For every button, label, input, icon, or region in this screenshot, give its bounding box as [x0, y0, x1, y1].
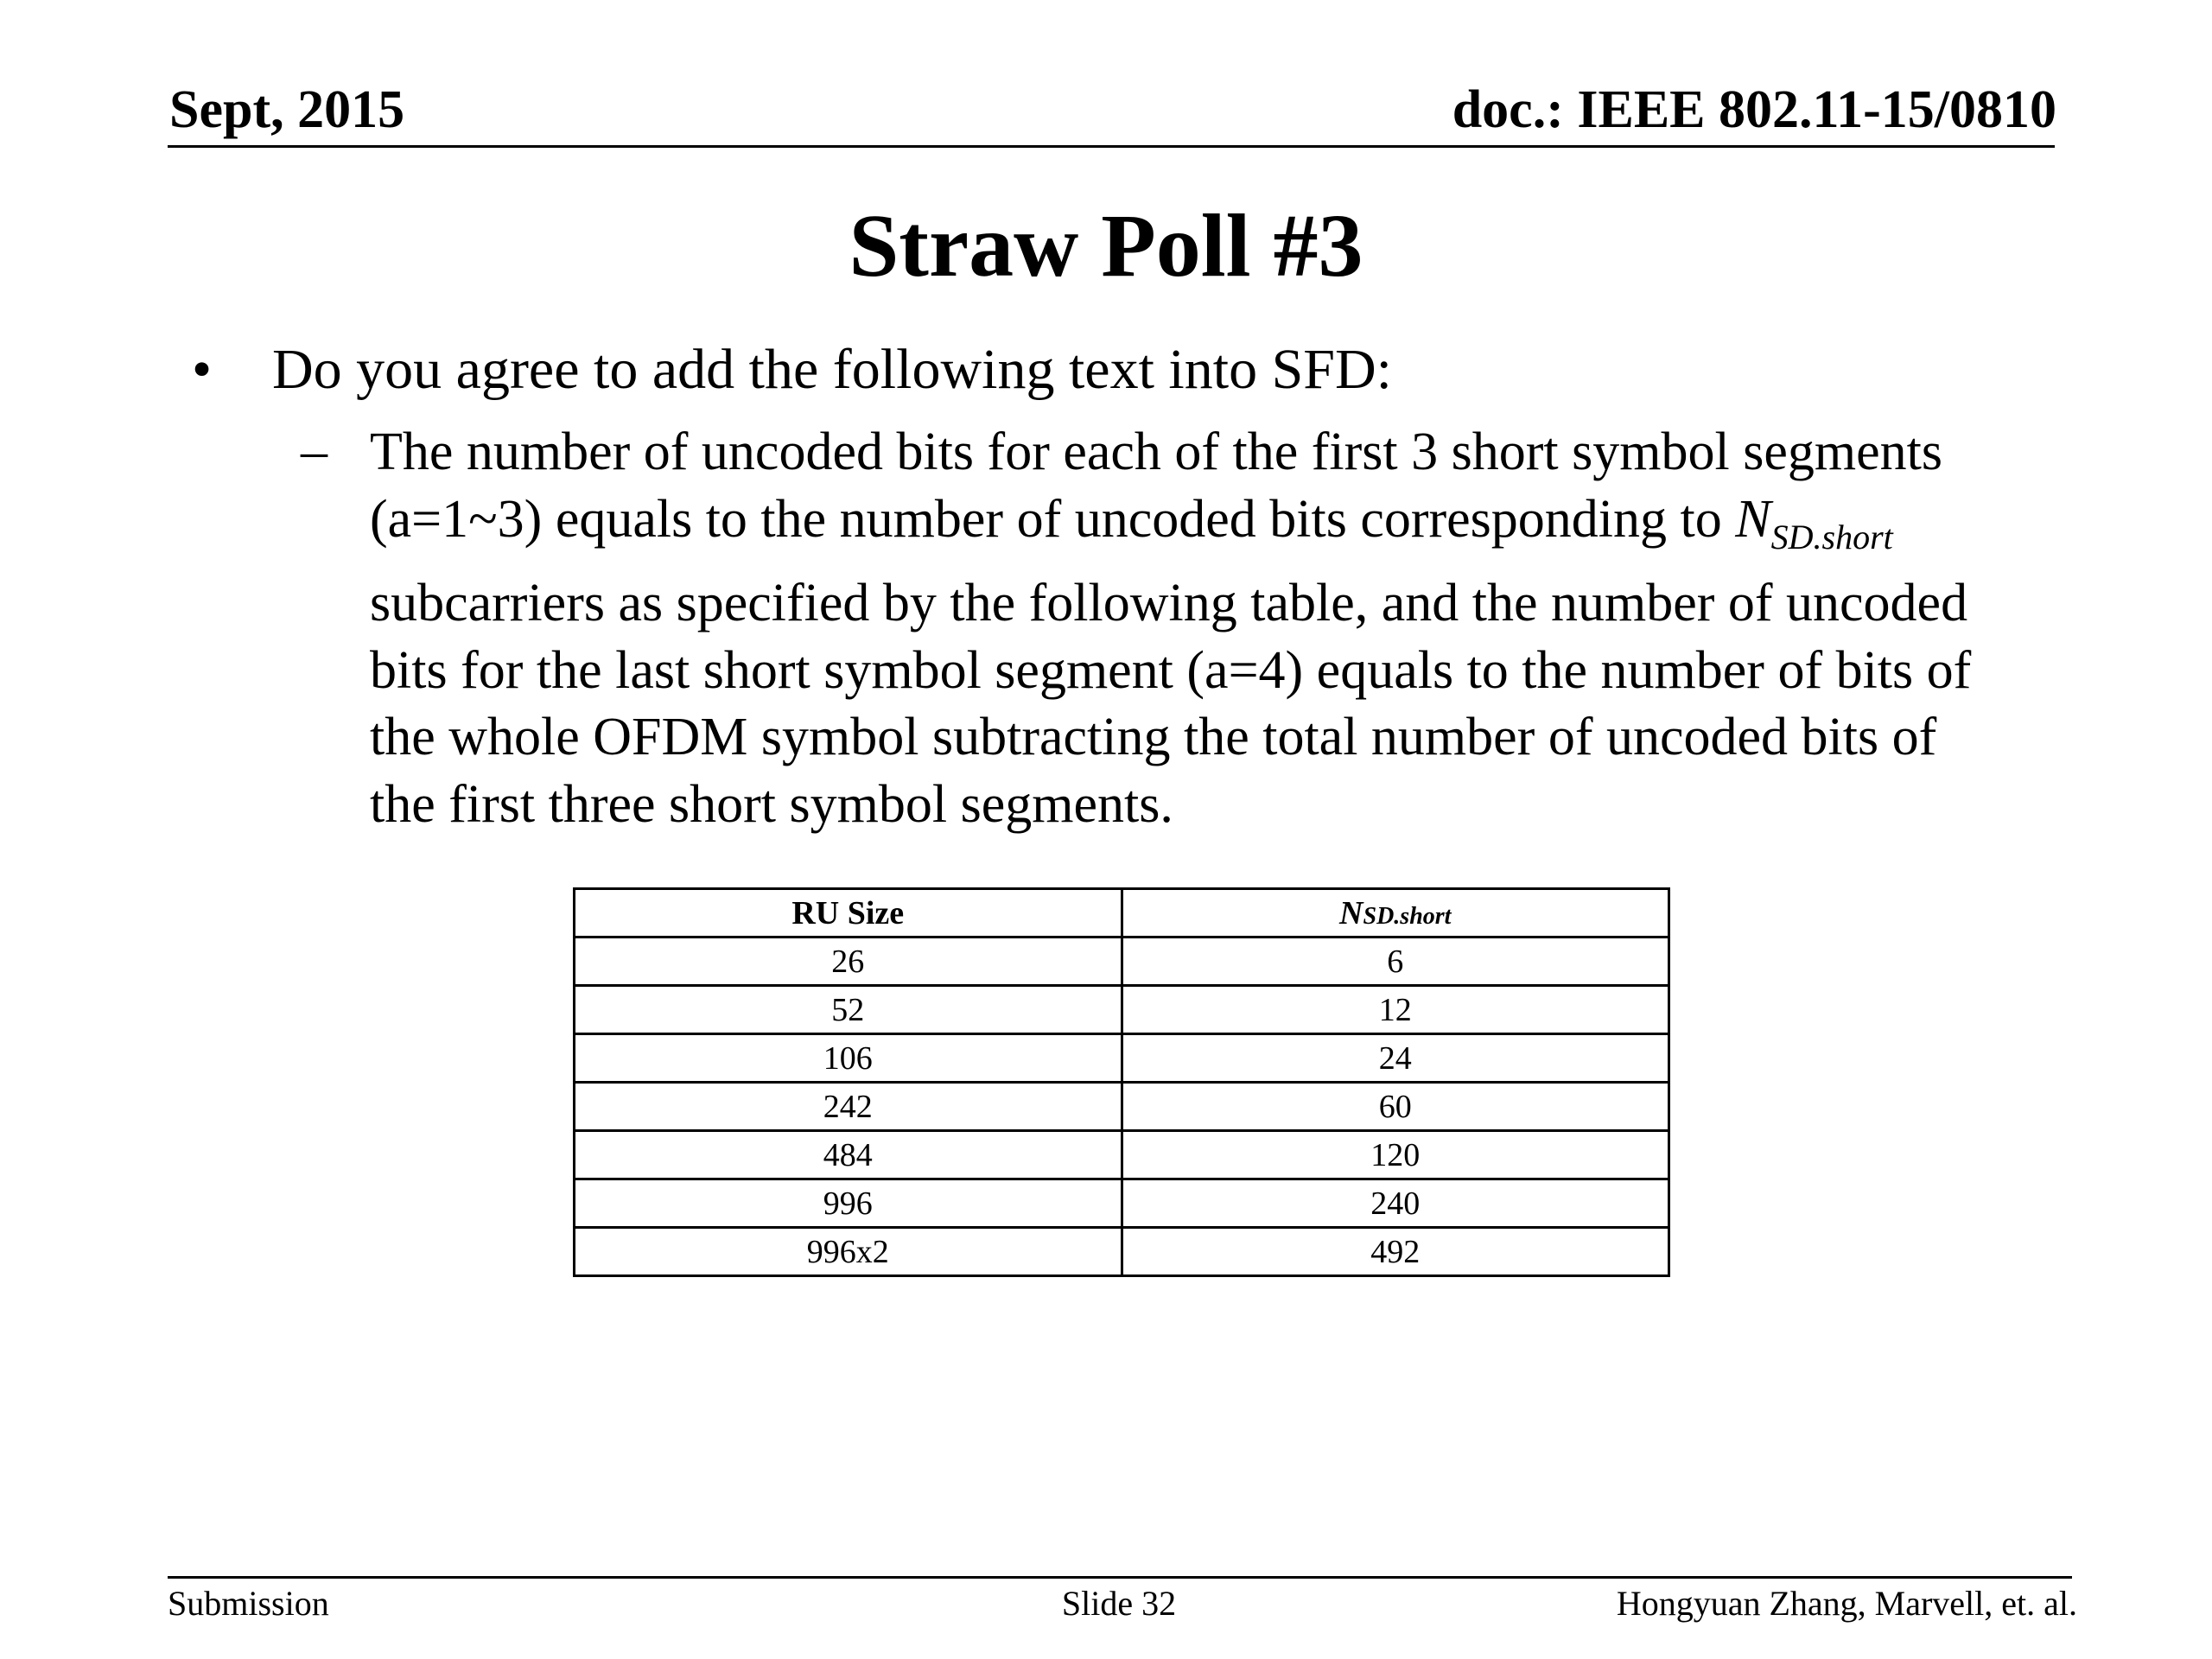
footer-slide-number: Slide 32: [1061, 1584, 1177, 1623]
sub-line-1: The number of uncoded bits for each of the first 3 short symbol segments: [370, 423, 1942, 481]
slide-title: Straw Poll #3: [849, 196, 1363, 296]
header-nsd-short: NSD.short: [1122, 889, 1669, 938]
cell-nsd-short: 12: [1122, 986, 1669, 1034]
table-row: [575, 986, 1669, 1034]
footer-submission: Submission: [168, 1584, 329, 1623]
nsd-short-symbol: $N_{SD.short}$: [1735, 489, 1893, 556]
cell-ru-size: 996x2: [575, 1228, 1122, 1276]
cell-ru-size: 52: [575, 986, 1122, 1034]
cell-ru-size: 26: [575, 938, 1122, 986]
table-row: [575, 1034, 1669, 1083]
cell-ru-size: 484: [575, 1131, 1122, 1179]
cell-nsd-short: 240: [1122, 1179, 1669, 1228]
sub-line-3: subcarriers as specified by the following table, and the number of uncoded: [370, 574, 1968, 632]
sub-bullet-dash: –: [301, 422, 327, 480]
bullet-question: Do you agree to add the following text into SFD:: [272, 338, 1392, 401]
table-row: [575, 1131, 1669, 1179]
sub-bullet-text: [370, 419, 2063, 838]
sub-line-5: the whole OFDM symbol subtracting the total number of uncoded bits of: [370, 708, 1937, 766]
table-row: [575, 1179, 1669, 1228]
cell-nsd-short: 60: [1122, 1083, 1669, 1131]
table-row: [575, 1228, 1669, 1276]
bullet-dot: •: [192, 338, 213, 401]
cell-nsd-short: 6: [1122, 938, 1669, 986]
cell-ru-size: 106: [575, 1034, 1122, 1083]
table-row: [575, 938, 1669, 986]
header-date: Sept, 2015: [169, 80, 405, 139]
header-divider: [168, 145, 2055, 148]
sub-line-6: the first three short symbol segments.: [370, 774, 1173, 834]
cell-nsd-short: 492: [1122, 1228, 1669, 1276]
sub-line-4: bits for the last short symbol segment (a=4) equals to the number of bits of: [370, 640, 1972, 700]
cell-nsd-short: 24: [1122, 1034, 1669, 1083]
header-doc-id: doc.: IEEE 802.11-15/0810: [1452, 80, 2056, 139]
footer-divider: [168, 1576, 2072, 1579]
footer-authors: Hongyuan Zhang, Marvell, et. al.: [1616, 1584, 2077, 1623]
cell-nsd-short: 120: [1122, 1131, 1669, 1179]
cell-ru-size: 996: [575, 1179, 1122, 1228]
table-header-row: [575, 889, 1669, 938]
header-ru-size: RU Size: [575, 889, 1122, 938]
cell-ru-size: 242: [575, 1083, 1122, 1131]
ru-size-table: [573, 887, 1670, 1277]
sub-line-2: (a=1~3) equals to the number of uncoded bits corresponding to $N_{SD.short}$: [370, 489, 1893, 556]
table-row: [575, 1083, 1669, 1131]
